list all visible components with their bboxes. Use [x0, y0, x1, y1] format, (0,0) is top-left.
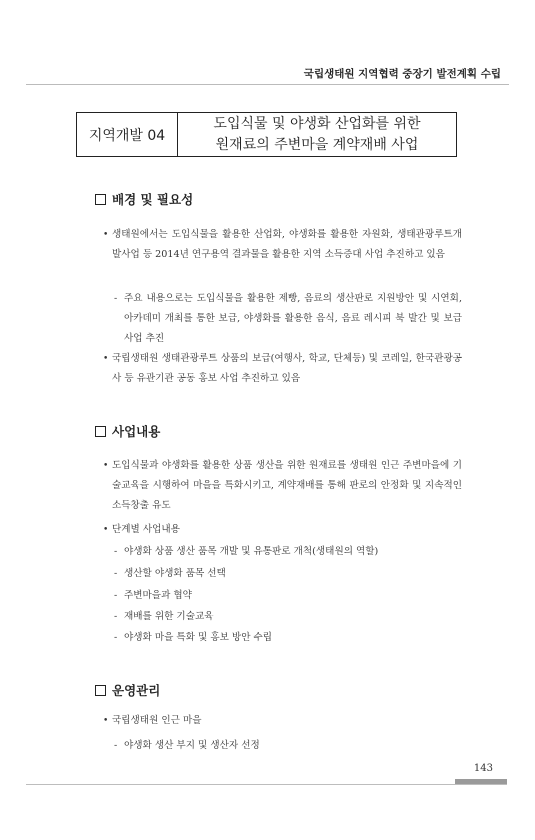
- sub-list-item: [114, 607, 462, 627]
- list-item-text: 국립생태원 생태관광루트 상품의 보급(여행사, 학교, 단체등) 및 코레일, 한국관광공사 등 유관기관 공동 홍보 사업 추진하고 있음: [112, 353, 462, 384]
- sub-list-item: [114, 289, 462, 349]
- checkbox-square-icon: [95, 426, 106, 437]
- title-box-label: 지역개발 04: [77, 113, 178, 156]
- title-heading-line-2: 원재료의 주변마을 계약재배 사업: [215, 136, 419, 153]
- checkbox-square-icon: [95, 685, 106, 696]
- section-heading-label: 운영관리: [112, 683, 161, 698]
- sub-list-item-text: 생산할 야생화 품목 선택: [124, 568, 226, 579]
- sub-list-item-text: 주요 내용으로는 도입식물을 활용한 제빵, 음료의 생산판로 지원방안 및 시연회, 아카데미 개최를 통한 보급, 야생화를 활용한 음식, 음료 레시피 북 발간 및 보급 사업 추진: [124, 293, 462, 344]
- header-rule: [26, 84, 509, 85]
- sub-list-item: [114, 628, 462, 648]
- list-item-text: 생태원에서는 도입식물을 활용한 산업화, 야생화를 활용한 자원화, 생태관광루트개발사업 등 2014년 연구용역 결과물을 활용한 지역 소득증대 사업 추진하고 있음: [112, 229, 462, 260]
- sub-list-item: [114, 736, 462, 756]
- section-heading-background: [95, 190, 193, 208]
- dash-marker: -: [114, 590, 118, 601]
- section-heading-label: 배경 및 필요성: [112, 192, 194, 207]
- dash-marker: -: [114, 632, 118, 643]
- dash-marker: -: [114, 293, 118, 304]
- list-item-text: 국립생태원 인근 마을: [112, 715, 202, 726]
- title-box-heading: [178, 113, 456, 156]
- section-heading-label: 사업내용: [112, 424, 161, 439]
- section-heading-operation: [95, 681, 160, 699]
- sub-list-item-text: 야생화 생산 부지 및 생산자 선정: [124, 740, 260, 751]
- sub-list-item-text: 야생화 상품 생산 품목 개발 및 유통판로 개척(생태원의 역할): [124, 546, 379, 557]
- list-item-text: 단계별 사업내용: [112, 524, 180, 535]
- section-heading-content: [95, 422, 160, 440]
- dash-marker: -: [114, 740, 118, 751]
- list-item: [103, 711, 462, 731]
- bullet-icon: •: [103, 230, 109, 240]
- page-number: 143: [473, 763, 493, 774]
- bullet-icon: •: [103, 354, 109, 364]
- list-item: [103, 456, 462, 516]
- list-item-text: 도입식물과 야생화를 활용한 상품 생산을 위한 원재료를 생태원 인근 주변마을에 기술교육을 시행하여 마을을 특화시키고, 계약재배를 통해 판로의 안정화 및 지속적인 소득창출 유도: [112, 460, 462, 511]
- sub-list-item-text: 재배를 위한 기술교육: [124, 611, 214, 622]
- list-item: [103, 520, 462, 540]
- footer-rule: [26, 784, 507, 785]
- bullet-icon: •: [103, 716, 109, 726]
- bullet-icon: •: [103, 525, 109, 535]
- dash-marker: -: [114, 546, 118, 557]
- sub-list-item-text: 야생화 마을 특화 및 홍보 방안 수립: [124, 632, 273, 643]
- sub-list-item-text: 주변마을과 협약: [124, 590, 192, 601]
- sub-list-item: [114, 586, 462, 606]
- title-box: [76, 112, 457, 157]
- list-item: [103, 225, 462, 265]
- dash-marker: -: [114, 611, 118, 622]
- dash-marker: -: [114, 568, 118, 579]
- running-header-title: 국립생태원 지역협력 중장기 발전계획 수립: [303, 68, 501, 80]
- sub-list-item: [114, 542, 462, 562]
- bullet-icon: •: [103, 461, 109, 471]
- list-item: [103, 349, 462, 389]
- checkbox-square-icon: [95, 194, 106, 205]
- title-heading-line-1: 도입식물 및 야생화 산업화를 위한: [213, 115, 421, 132]
- sub-list-item: [114, 564, 462, 584]
